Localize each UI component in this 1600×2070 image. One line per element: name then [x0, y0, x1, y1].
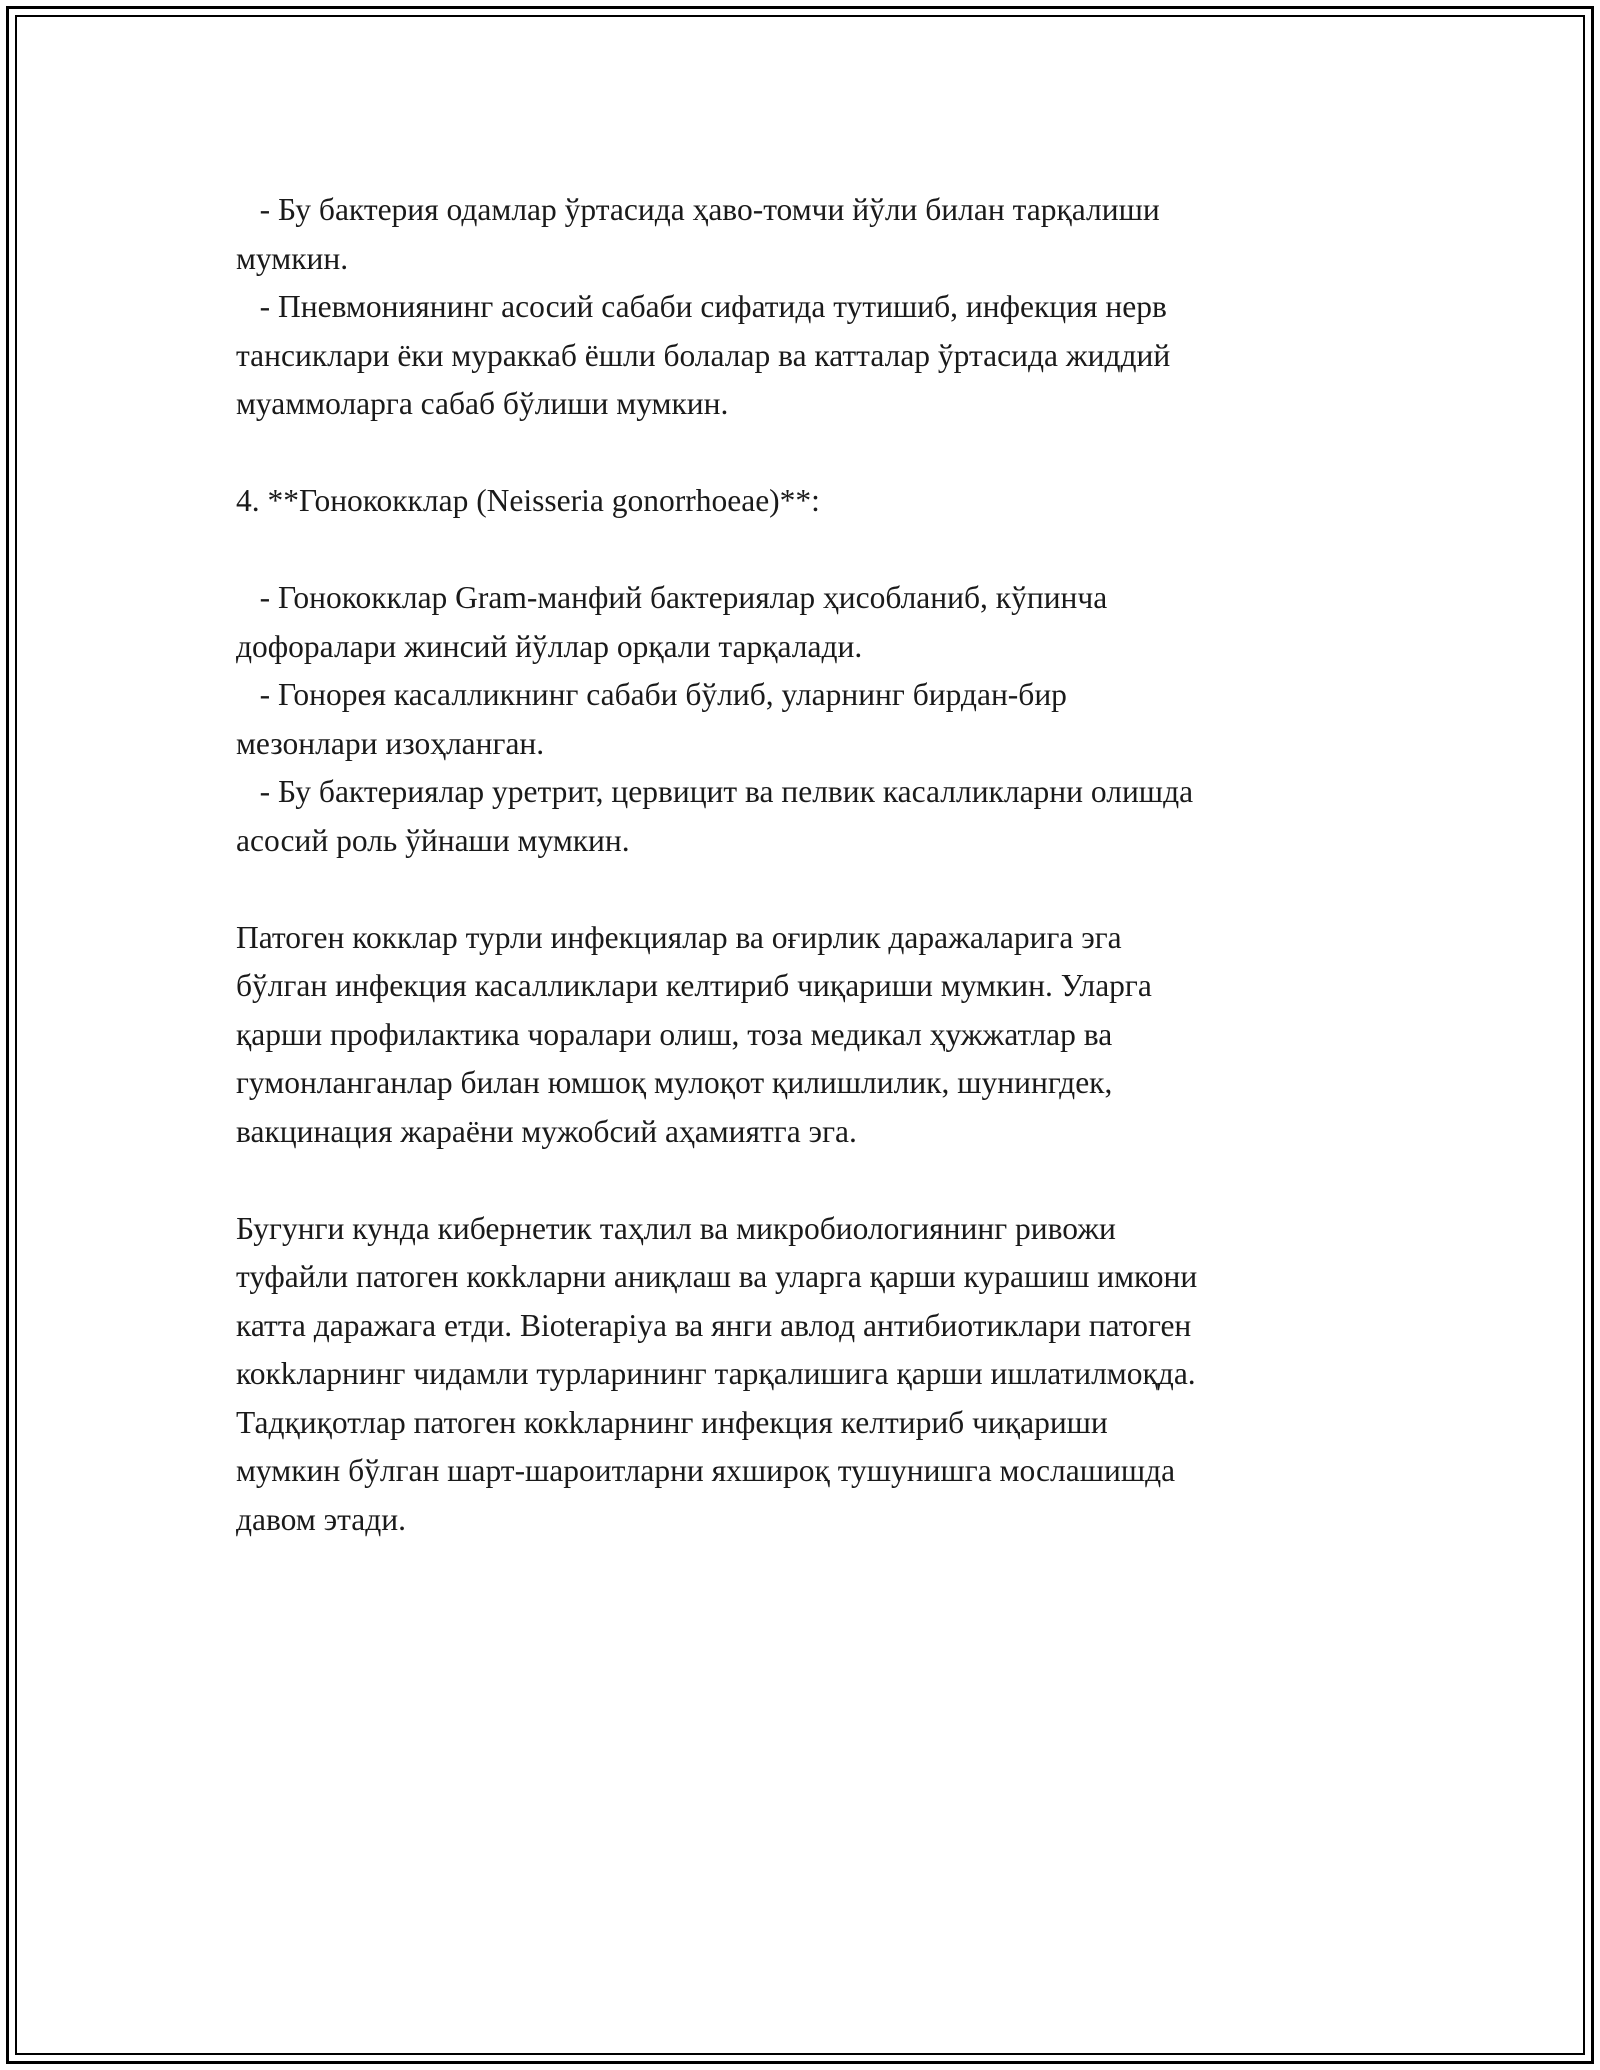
text-line: кокkларнинг чидамли турларининг тарқалишига қарши ишлатилмоқда. — [236, 1356, 1196, 1391]
text-line: Тадқиқотлар патоген кокkларнинг инфекция келтириб чиқариши — [236, 1404, 1108, 1440]
text-line: давом этади. — [236, 1501, 407, 1537]
text-line: - Бу бактериялар уретрит, цервицит ва пелвик касалликларни олишда — [236, 774, 1194, 809]
text-line: вакцинация жараёни мужобсий аҳамиятга эга. — [236, 1113, 857, 1149]
text-line: дофоралари жинсий йўллар орқали тарқалади. — [236, 628, 863, 664]
text-line: гумонланганлар билан юмшоқ мулоқот қилишлилик, шунингдек, — [236, 1065, 1113, 1100]
blank-line — [236, 865, 1416, 914]
text-line: - Гонорея касалликнинг сабаби бўлиб, уларнинг бирдан-бир — [236, 677, 1067, 712]
text-line: катта даражага етди. Bioterapiya ва янги авлод антибиотиклари патоген — [236, 1307, 1192, 1343]
section-heading: 4. **Гонококклар (Neisseria gonorrhoeae)**: — [236, 483, 820, 518]
text-line: туфайли патоген кокkларни аниқлаш ва уларга қарши курашиш имкони — [236, 1259, 1198, 1294]
blank-line — [236, 429, 1416, 478]
text-line: мумкин бўлган шарт-шароитларни яхшироқ тушунишга мослашишда — [236, 1453, 1176, 1488]
text-line: мумкин. — [236, 240, 349, 276]
blank-line — [236, 1156, 1416, 1205]
text-line: бўлган инфекция касалликлари келтириб чиқариши мумкин. Уларга — [236, 968, 1152, 1003]
text-line: муаммоларга сабаб бўлиши мумкин. — [236, 386, 729, 421]
text-line: Патоген кокклар турли инфекциялар ва оғирлик даражаларига эга — [236, 919, 1122, 955]
blank-line — [236, 526, 1416, 575]
text-line: мезонлари изоҳланган. — [236, 725, 545, 761]
text-line: Бугунги кунда кибернетик таҳлил ва микробиологиянинг ривожи — [236, 1210, 1116, 1246]
text-line: қарши профилактика чоралари олиш, тоза медикал ҳужжатлар ва — [236, 1016, 1113, 1052]
document-body — [236, 186, 1416, 1544]
text-line: - Гонококклар Gram-манфий бактериялар ҳисобланиб, кўпинча — [236, 580, 1108, 615]
text-line: тансиклари ёки мураккаб ёшли болалар ва катталар ўртасида жиддий — [236, 337, 1171, 373]
text-line: - Пневмониянинг асосий сабаби сифатида тутишиб, инфекция нерв — [236, 289, 1167, 324]
text-line: - Бу бактерия одамлар ўртасида ҳаво-томчи йўли билан тарқалиши — [236, 192, 1160, 227]
text-line: асосий роль ўйнаши мумкин. — [236, 822, 630, 858]
